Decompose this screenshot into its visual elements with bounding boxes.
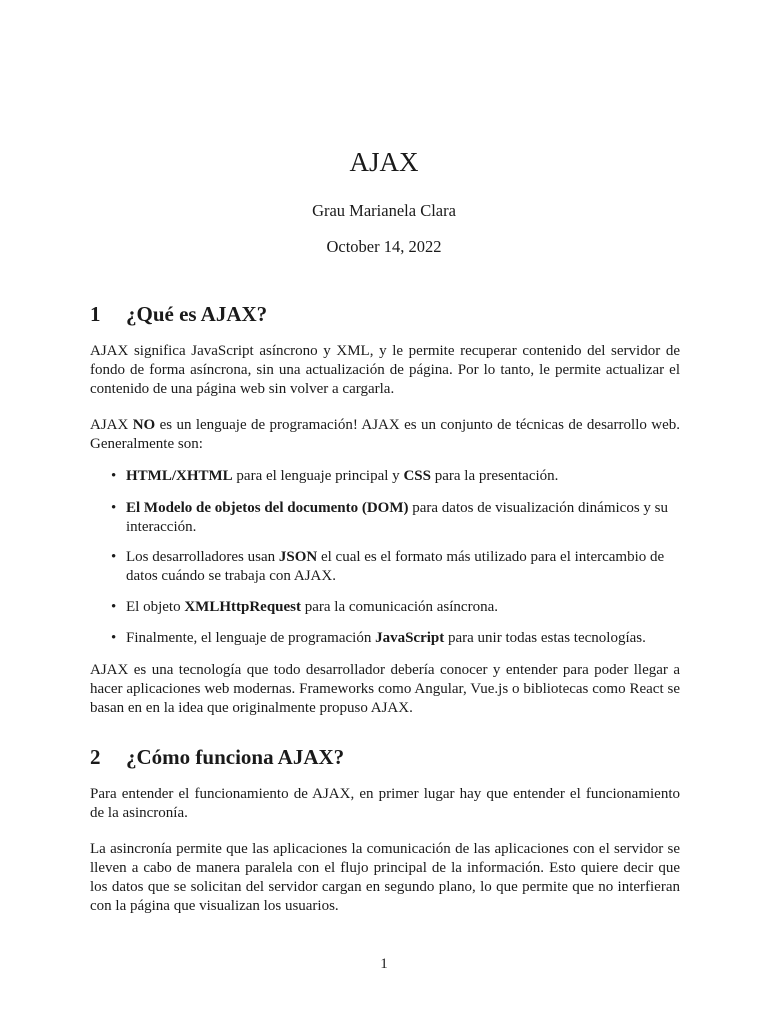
- bold-text: JavaScript: [375, 630, 445, 646]
- bold-text: El Modelo de objetos del documento (DOM): [126, 500, 409, 516]
- bold-text: NO: [132, 417, 156, 433]
- page-number: 1: [380, 956, 388, 972]
- text-run: para el lenguaje principal y: [232, 468, 404, 484]
- text-run: el cual es el formato más utilizado para el intercambio de datos cuándo se trabaja con AJAX.: [126, 549, 665, 584]
- text-run: para unir todas estas tecnologías.: [444, 630, 646, 646]
- list-item: [126, 548, 691, 586]
- section-1-heading: [90, 300, 267, 328]
- bullet-marker: •: [111, 549, 117, 565]
- bold-text: XMLHttpRequest: [184, 599, 301, 615]
- list-item: [126, 629, 691, 648]
- text-run: es un lenguaje de programación! AJAX es un conjunto de técnicas de desarrollo web. Generalmente son:: [90, 417, 680, 452]
- document-title: AJAX: [349, 147, 419, 177]
- document-date: October 14, 2022: [326, 237, 442, 256]
- text-run: El objeto: [126, 599, 185, 615]
- section-number: 2: [90, 745, 101, 769]
- bullet-marker: •: [111, 500, 117, 516]
- text-run: para la presentación.: [430, 468, 559, 484]
- section-title: ¿Cómo funciona AJAX?: [126, 745, 345, 769]
- bullet-marker: •: [111, 630, 117, 646]
- text-run: AJAX: [90, 417, 133, 433]
- text-run: para datos de visualización dinámicos y su interacción.: [126, 500, 668, 535]
- list-item: [126, 598, 691, 617]
- section-2-paragraph-2: La asincronía permite que las aplicaciones la comunicación de las aplicaciones con el servidor se lleven a cabo de manera paralela con el flujo principal de la información. Esto quiere decir que los datos que se solicitan del servidor cargan en segundo plano, lo que permite que no interfieran con la página que visualizan los usuarios.: [90, 841, 680, 914]
- bullet-marker: •: [111, 599, 117, 615]
- document-author: Grau Marianela Clara: [312, 201, 456, 220]
- section-1-paragraph-3: AJAX es una tecnología que todo desarrollador debería conocer y entender para poder llegar a hacer aplicaciones web modernas. Frameworks como Angular, Vue.js o bibliotecas como React se basan en en la idea que originalmente propuso AJAX.: [90, 662, 680, 716]
- section-title: ¿Qué es AJAX?: [126, 302, 268, 326]
- section-2-paragraph-1: Para entender el funcionamiento de AJAX, en primer lugar hay que entender el funcionamiento de la asincronía.: [90, 786, 680, 821]
- text-run: Los desarrolladores usan: [126, 549, 279, 565]
- text-run: Finalmente, el lenguaje de programación: [126, 630, 376, 646]
- list-item: [126, 499, 691, 537]
- bullet-marker: •: [111, 468, 117, 484]
- section-number: 1: [90, 302, 101, 326]
- text-run: para la comunicación asíncrona.: [301, 599, 498, 615]
- bold-text: HTML/XHTML: [126, 468, 233, 484]
- list-item: [126, 467, 691, 486]
- bold-text: JSON: [278, 549, 318, 565]
- section-2-heading: [90, 743, 344, 771]
- section-1-paragraph-1: AJAX significa JavaScript asíncrono y XML, y le permite recuperar contenido del servidor de fondo de forma asíncrona, sin una actualización de página. Por lo tanto, le permite actualizar el contenido de una página web sin volver a cargarla.: [90, 343, 680, 397]
- bold-text: CSS: [403, 468, 431, 484]
- section-1-paragraph-2: [90, 416, 680, 454]
